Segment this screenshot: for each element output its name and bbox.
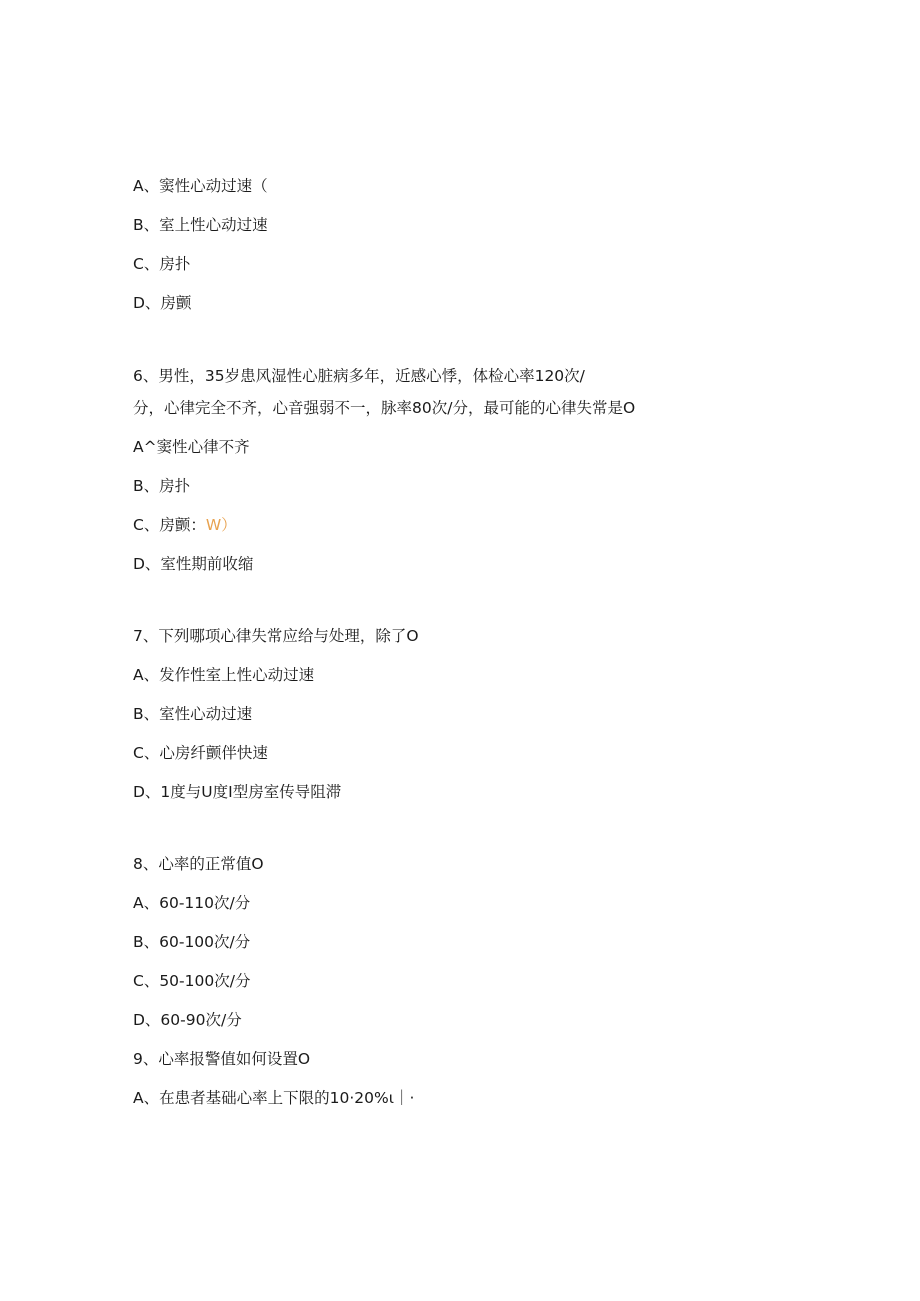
q6-option-d: D、室性期前收缩 xyxy=(133,555,254,573)
q8-option-b: B、60-100次/分 xyxy=(133,933,251,951)
q5-option-d: D、房颤 xyxy=(133,294,192,312)
q9-stem: 9、心率报警值如何设置O xyxy=(133,1050,311,1068)
q6-option-b: B、房扑 xyxy=(133,477,191,495)
q5-option-b: B、室上性心动过速 xyxy=(133,216,268,234)
q8-option-c: C、50-100次/分 xyxy=(133,972,251,990)
q9-option-a: A、在患者基础心率上下限的10·20%ι｜· xyxy=(133,1089,415,1107)
q7-option-d: D、1度与U度I型房室传导阻滞 xyxy=(133,783,342,801)
q6-option-c xyxy=(133,515,237,535)
q6-stem-line2: 分，心律完全不齐，心音强弱不一，脉率80次/分，最可能的心律失常是O xyxy=(133,399,636,417)
q6-stem-line1: 6、男性，35岁患风湿性心脏病多年，近感心悸，体检心率120次/ xyxy=(133,367,585,385)
q8-option-a: A、60-110次/分 xyxy=(133,894,251,912)
q8-stem: 8、心率的正常值O xyxy=(133,855,264,873)
q7-option-a: A、发作性室上性心动过速 xyxy=(133,666,315,684)
q6-option-a: A^窦性心律不齐 xyxy=(133,438,250,456)
q5-option-c: C、房扑 xyxy=(133,255,191,273)
q6-option-c-mark: W） xyxy=(205,516,237,534)
q8-option-d: D、60-90次/分 xyxy=(133,1011,242,1029)
q7-stem: 7、下列哪项心律失常应给与处理，除了O xyxy=(133,627,419,645)
q6-option-c-text: C、房颤： xyxy=(133,516,206,534)
q7-option-c: C、心房纤颤伴快速 xyxy=(133,744,268,762)
q7-option-b: B、室性心动过速 xyxy=(133,705,253,723)
q5-option-a: A、窦性心动过速（ xyxy=(133,177,268,195)
